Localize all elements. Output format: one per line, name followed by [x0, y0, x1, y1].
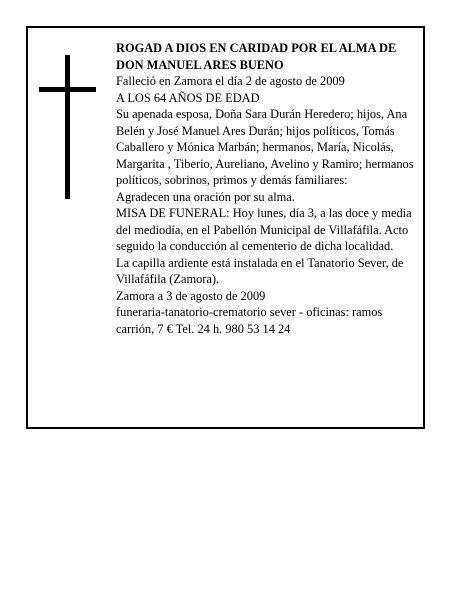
- cross-horizontal-bar: [39, 87, 96, 92]
- dateline: Zamora a 3 de agosto de 2009: [116, 288, 266, 303]
- cross-vertical-bar: [65, 55, 70, 199]
- funeral-paragraph: MISA DE FUNERAL: Hoy lunes, día 3, a las doce y media del mediodía, en el Pabellón Municipal de Villafáfila. Acto seguido la conducción al cementerio de dicha localidad.: [116, 206, 412, 253]
- cross-icon: [28, 28, 108, 228]
- notice-text: [116, 40, 422, 337]
- obituary-notice: [26, 26, 425, 429]
- prayer-line: Agradecen una oración por su alma.: [116, 189, 295, 204]
- age-line: A LOS 64 AÑOS DE EDAD: [116, 90, 260, 105]
- chapel-paragraph: La capilla ardiente está instalada en el Tanatorio Sever, de Villafáfila (Zamora).: [116, 255, 404, 286]
- family-paragraph: Su apenada esposa, Doña Sara Durán Heredero; hijos, Ana Belén y José Manuel Ares Durán; hijos políticos, Tomás Caballero y Mónica Marbán; hermanos, María, Nicolás, Margarita , Tiberio, Aureliano, Avelino y Ramiro; hermanos políticos, sobrinos, primos y demás familiares:: [116, 107, 414, 187]
- death-line: Falleció en Zamora el día 2 de agosto de 2009: [116, 74, 345, 88]
- funeral-home-contact: funeraria-tanatorio-crematorio sever - oficinas: ramos carrión, 7 € Tel. 24 h. 980 53 14 24: [116, 305, 383, 336]
- notice-heading: ROGAD A DIOS EN CARIDAD POR EL ALMA DE DON MANUEL ARES BUENO: [116, 41, 397, 72]
